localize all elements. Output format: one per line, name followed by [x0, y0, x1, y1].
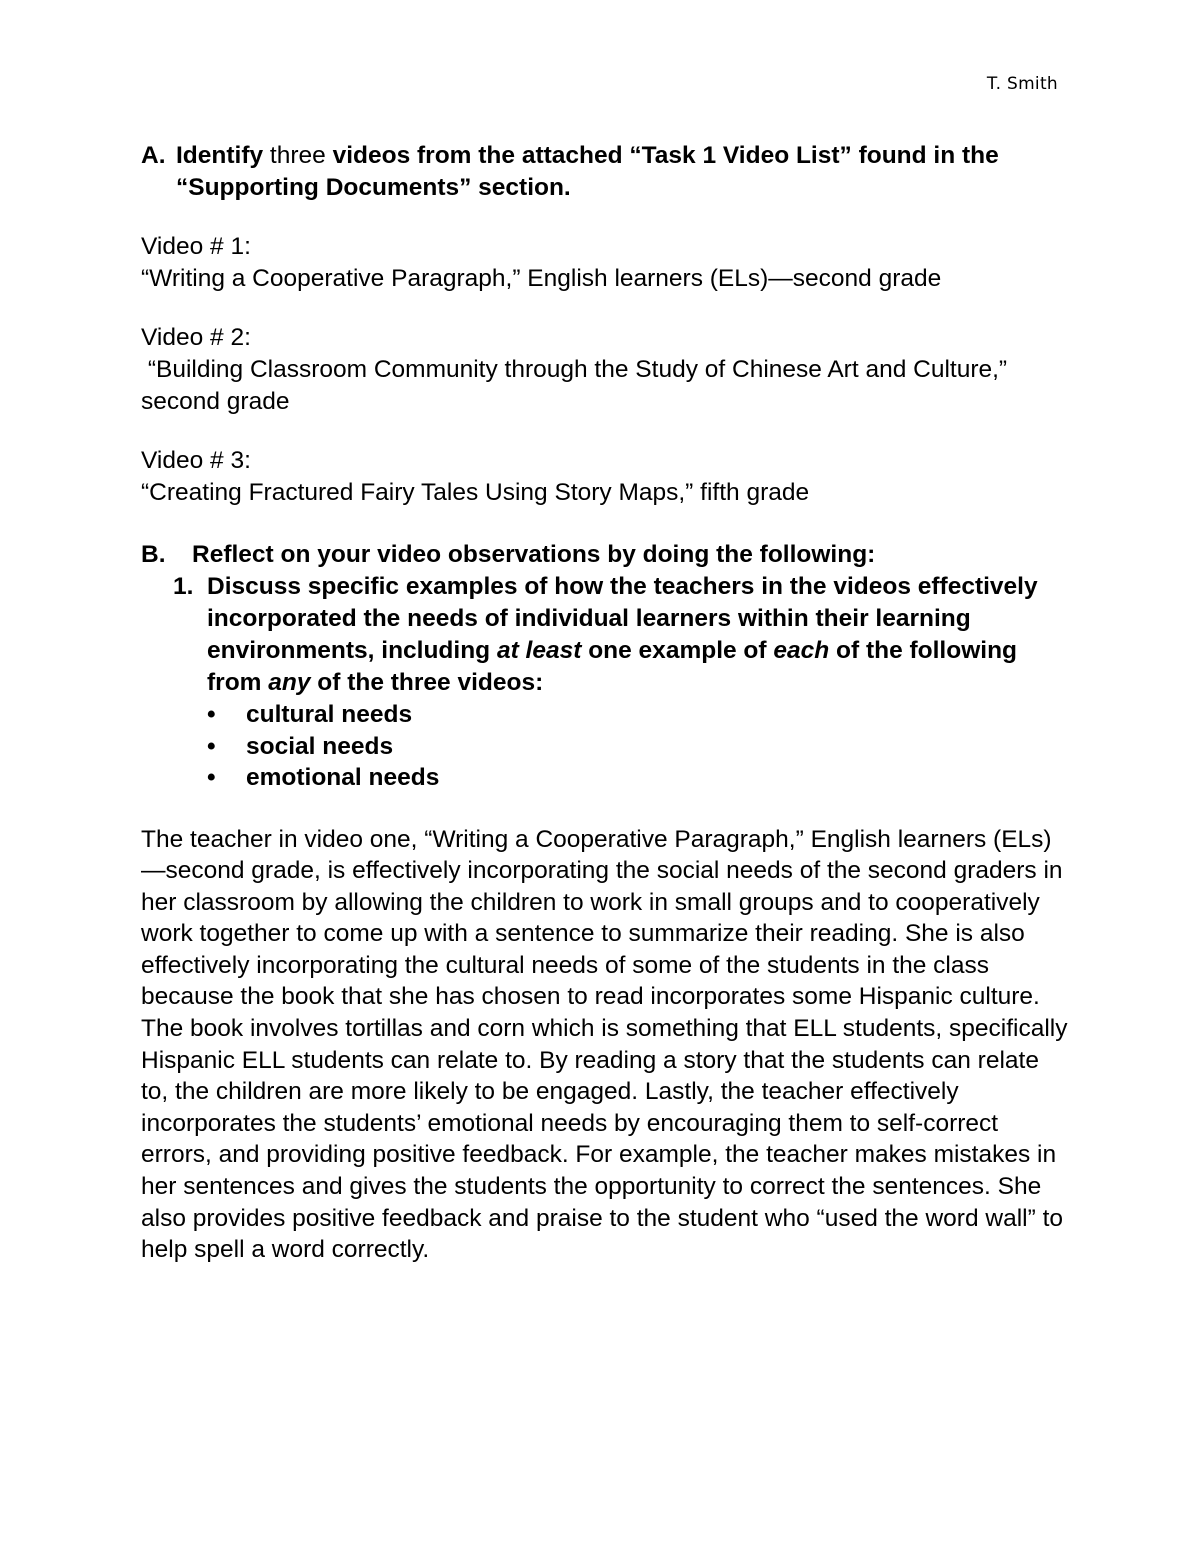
- list-item-text: cultural needs: [246, 701, 413, 728]
- document-body: [141, 140, 1071, 1266]
- video-title: “Writing a Cooperative Paragraph,” English learners (ELs)—second grade: [141, 265, 942, 292]
- item-emphasis: each: [773, 637, 830, 664]
- response-paragraph: The teacher in video one, “Writing a Cooperative Paragraph,” English learners (ELs)—second grade, is effectively incorporating the social needs of the second graders in her classroom by allowing the children to work in small groups and to cooperatively work together to come up with a sentence to summarize their reading. She is also effectively incorporating the cultural needs of some of the students in the class because the book that she has chosen to read incorporates some Hispanic culture. The book involves tortillas and corn which is something that ELL students, specifically Hispanic ELL students can relate to. By reading a story that the students can relate to, the children are more likely to be engaged. Lastly, the teacher effectively incorporates the students’ emotional needs by encouraging them to self-correct errors, and providing positive feedback. For example, the teacher makes mistakes in her sentences and gives the students the opportunity to correct the sentences. She also provides positive feedback and praise to the student who “used the word wall” to help spell a word correctly.: [141, 825, 1068, 1264]
- section-b-item-1: [141, 571, 1071, 699]
- list-item-text: emotional needs: [246, 764, 440, 791]
- video-entry-2: [141, 322, 1071, 418]
- bullet-icon: •: [207, 732, 216, 760]
- video-entry-1: [141, 231, 1071, 295]
- list-item: [207, 731, 1071, 763]
- section-b-heading: [141, 539, 1071, 571]
- section-a-rest: videos from the attached “Task 1 Video List” found in the “Supporting Documents” section.: [176, 142, 999, 201]
- bullet-icon: •: [207, 701, 216, 728]
- bullet-icon: •: [207, 764, 216, 791]
- video-label: Video # 1:: [141, 233, 251, 260]
- list-item: [207, 699, 1071, 731]
- section-a-prompt: [141, 140, 1071, 204]
- section-a-lead-bold: Identify: [176, 142, 264, 169]
- section-a-lead-normal: three: [263, 142, 333, 169]
- item-text-part: of the following from: [207, 637, 1017, 696]
- item-text-part: of the three videos:: [310, 669, 544, 696]
- section-b-letter: B.: [141, 541, 166, 568]
- needs-bullet-list: [141, 699, 1071, 794]
- video-title: “Building Classroom Community through the Study of Chinese Art and Culture,” second grade: [141, 356, 1014, 415]
- video-label: Video # 3:: [141, 447, 251, 474]
- author-header: T. Smith: [986, 74, 1058, 94]
- item-number: 1.: [173, 573, 194, 600]
- list-item: [207, 762, 1071, 794]
- item-text-part: Discuss specific examples of how the teachers in the videos effectively incorporated the needs of individual learners within their learning environments, including: [207, 573, 1038, 664]
- video-title: “Creating Fractured Fairy Tales Using Story Maps,” fifth grade: [141, 479, 810, 506]
- item-text-part: one example of: [581, 637, 774, 664]
- item-emphasis: at least: [496, 637, 582, 664]
- section-a-letter: A.: [141, 142, 166, 169]
- section-b-heading-text: Reflect on your video observations by doing the following:: [192, 541, 876, 568]
- video-entry-3: [141, 445, 1071, 509]
- video-label: Video # 2:: [141, 324, 251, 351]
- list-item-text: social needs: [246, 732, 394, 760]
- item-emphasis: any: [268, 669, 311, 696]
